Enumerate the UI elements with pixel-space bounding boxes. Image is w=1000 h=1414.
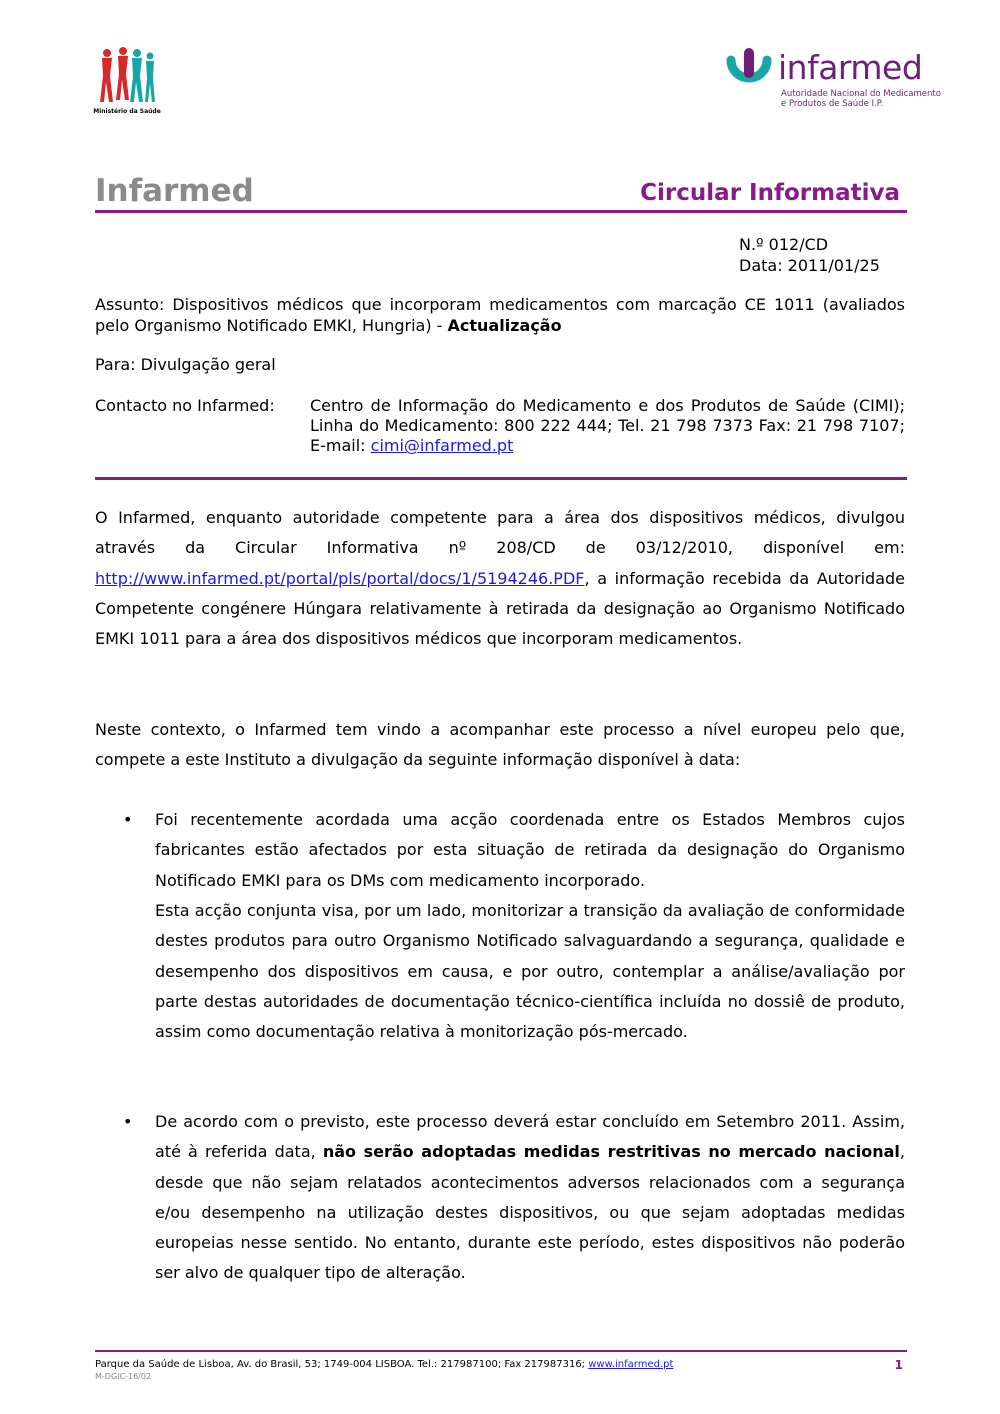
circular-meta xyxy=(739,234,880,276)
document-subtitle: Circular Informativa xyxy=(640,180,900,206)
footer-address xyxy=(95,1359,673,1370)
contact-label: Contacto no Infarmed: xyxy=(95,396,275,415)
circular-date: Data: 2011/01/25 xyxy=(739,256,880,275)
infarmed-brand: infarmed xyxy=(778,48,923,87)
b2-bold: não serão adoptadas medidas restritivas no mercado nacional xyxy=(322,1142,900,1162)
subject-text: Assunto: Dispositivos médicos que incorporam medicamentos com marcação CE 1011 (avaliados pelo Organismo Notificado EMKI, Hungria) - xyxy=(95,295,905,335)
b2-text-b: , desde que não sejam relatados acontecimentos adversos relacionados com a segurança e/ou desempenho na utilização destes dispositivos, ou que sejam adoptadas medidas europeias nesse sentido. No entanto, durante este período, estes dispositivos não poderão ser alvo de qualquer tipo de alteração. xyxy=(155,1142,906,1283)
bullet-1-marker: • xyxy=(123,810,133,829)
title-divider xyxy=(95,210,907,213)
infarmed-tagline xyxy=(781,89,941,109)
b2-text-a: De acordo com o previsto, este processo deverá estar concluído em Setembro 2011. Assim, até à referida data, xyxy=(155,1112,905,1162)
page-number: 1 xyxy=(894,1358,903,1372)
footer-website-link[interactable]: www.infarmed.pt xyxy=(588,1359,674,1370)
tagline-line-2: e Produtos de Saúde I.P. xyxy=(781,99,884,109)
ministry-caption: Ministério da Saúde xyxy=(93,108,161,115)
bullet-1-continuation: Esta acção conjunta visa, por um lado, monitorizar a transição da avaliação de conformidade destes produtos para outro Organismo Notificado salvaguardando a segurança, qualidade e desempenho dos dispositivos em causa, e por outro, contemplar a análise/avaliação por parte destas autoridades de documentação técnico-científica incluída no dossiê de produto, assim como documentação relativa à monitorização pós-mercado. xyxy=(155,901,905,1042)
footer-divider xyxy=(95,1350,907,1352)
infarmed-logo-mark xyxy=(725,46,773,108)
paragraph-2: Neste contexto, o Infarmed tem vindo a acompanhar este processo a nível europeu pelo que, compete a este Instituto a divulgação da seguinte informação disponível à data: xyxy=(95,720,905,770)
bullet-1: Foi recentemente acordada uma acção coordenada entre os Estados Membros cujos fabricantes estão afectados por esta situação de retirada da designação do Organismo Notificado EMKI para os DMs com medicamento incorporado. xyxy=(155,810,905,890)
bullet-2 xyxy=(155,1107,905,1289)
p1-text-a: O Infarmed, enquanto autoridade competente para a área dos dispositivos médicos, divulgou através da Circular Informativa nº 208/CD de 03/12/2010, disponível em: xyxy=(95,508,905,558)
p1-text-b: , a informação recebida da Autoridade Competente congénere Húngara relativamente à retirada da designação ao Organismo Notificado EMKI 1011 para a área dos dispositivos médicos que incorporam medicamentos. xyxy=(95,568,905,649)
contact-text: Centro de Informação do Medicamento e dos Produtos de Saúde (CIMI); Linha do Medicamento: 800 222 444; Tel. 21 798 7373 Fax: 21 798 7107; E-mail: xyxy=(310,396,905,455)
paragraph-1 xyxy=(95,503,905,654)
subject-bold: Actualização xyxy=(447,316,562,335)
document-title: Infarmed xyxy=(95,173,254,209)
circular-number: N.º 012/CD xyxy=(739,235,829,254)
contact-details xyxy=(310,396,905,456)
form-code: M-DGIC-16/02 xyxy=(95,1372,152,1381)
circular-pdf-link[interactable]: http://www.infarmed.pt/portal/pls/portal/docs/1/5194246.PDF xyxy=(95,568,585,588)
bullet-2-marker: • xyxy=(123,1112,133,1131)
header-divider xyxy=(95,477,907,480)
contact-email-link[interactable]: cimi@infarmed.pt xyxy=(370,436,514,455)
subject xyxy=(95,294,905,336)
audience: Para: Divulgação geral xyxy=(95,355,276,374)
tagline-line-1: Autoridade Nacional do Medicamento xyxy=(781,89,941,99)
footer-address-text: Parque da Saúde de Lisboa, Av. do Brasil, 53; 1749-004 LISBOA. Tel.: 217987100; Fax 217987316; xyxy=(95,1359,589,1370)
